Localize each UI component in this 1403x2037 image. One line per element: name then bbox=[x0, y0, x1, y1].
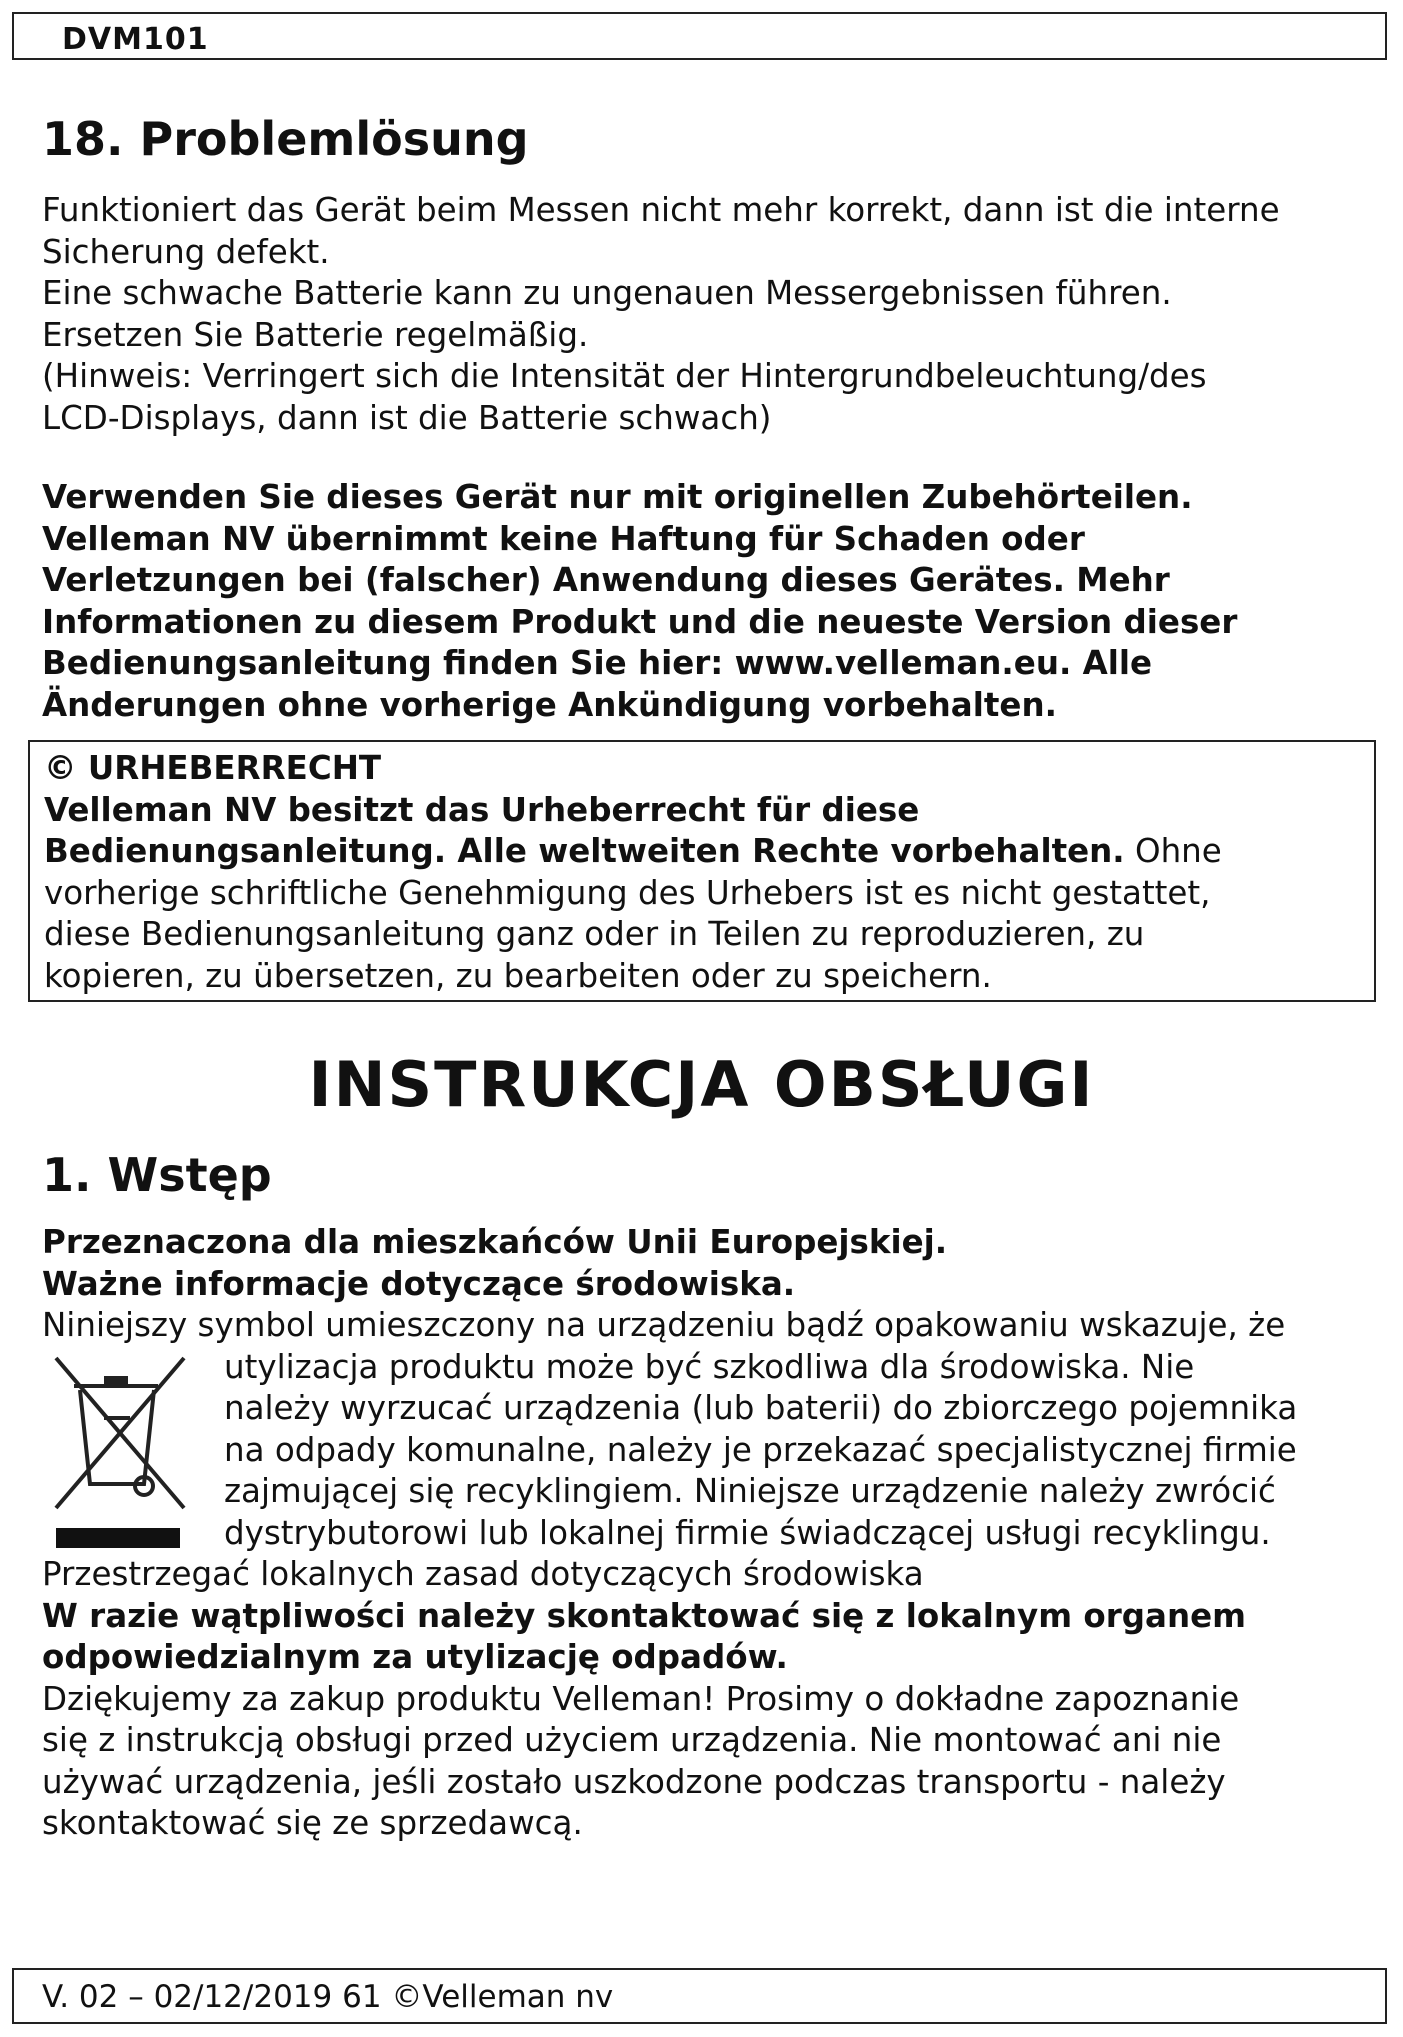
footer-text: V. 02 – 02/12/2019 61 ©Velleman nv bbox=[42, 1979, 614, 2015]
notice-line: Verwenden Sie dieses Gerät nur mit originellen Zubehörteilen. bbox=[42, 478, 1193, 516]
indented-line: zajmującej się recyklingiem. Niniejsze urządzenie należy zwrócić bbox=[224, 1472, 1276, 1510]
body-line: Eine schwache Batterie kann zu ungenauen Messergebnissen führen. bbox=[42, 274, 1172, 312]
thanks-line: Dziękujemy za zakup produktu Velleman! Prosimy o dokładne zapoznanie bbox=[42, 1679, 1240, 1718]
page-footer bbox=[12, 1968, 1387, 2024]
copyright-line: vorherige schriftliche Genehmigung des Urhebers ist es nicht gestattet, bbox=[44, 873, 1211, 912]
body-line: LCD-Displays, dann ist die Batterie schwach) bbox=[42, 398, 772, 437]
notice-line: Bedienungsanleitung finden Sie hier: www.velleman.eu. Alle bbox=[42, 644, 1153, 682]
body-line: Funktioniert das Gerät beim Messen nicht mehr korrekt, dann ist die interne bbox=[42, 191, 1280, 229]
body-line: (Hinweis: Verringert sich die Intensität der Hintergrundbeleuchtung/des bbox=[42, 357, 1207, 395]
copyright-bold-line: Velleman NV besitzt das Urheberrecht für diese bbox=[44, 790, 920, 829]
notice-line: Velleman NV übernimmt keine Haftung für Schaden oder bbox=[42, 519, 1085, 558]
section-1-title: 1. Wstęp bbox=[42, 1148, 272, 1202]
section-18-body bbox=[42, 190, 1362, 439]
copyright-line: diese Bedienungsanleitung ganz oder in Teilen zu reproduzieren, zu bbox=[44, 915, 1145, 953]
body-line: Sicherung defekt. bbox=[42, 232, 330, 271]
notice-line: Informationen zu diesem Produkt und die neueste Version dieser bbox=[42, 602, 1238, 641]
section-18-title: 18. Problemlösung bbox=[42, 112, 529, 166]
copyright-heading: © URHEBERRECHT bbox=[44, 749, 382, 787]
symbol-line: Niniejszy symbol umieszczony na urządzeniu bądź opakowaniu wskazuje, że bbox=[42, 1306, 1286, 1344]
section-1 bbox=[42, 1148, 1362, 1203]
intro-line: Ważne informacje dotyczące środowiska. bbox=[42, 1264, 796, 1303]
manual-title: INSTRUKCJA OBSŁUGI bbox=[308, 1048, 1095, 1121]
model-label: DVM101 bbox=[62, 22, 209, 57]
copyright-text: Ohne bbox=[1124, 832, 1222, 870]
thanks-line: używać urządzenia, jeśli zostało uszkodzone podczas transportu - należy bbox=[42, 1762, 1226, 1801]
notice-line: Änderungen ohne vorherige Ankündigung vorbehalten. bbox=[42, 685, 1057, 724]
thanks-line: się z instrukcją obsługi przed użyciem urządzenia. Nie montować ani nie bbox=[42, 1721, 1222, 1759]
intro-line: Przeznaczona dla mieszkańców Unii Europejskiej. bbox=[42, 1223, 948, 1261]
warning-line: W razie wątpliwości należy skontaktować się z lokalnym organem bbox=[42, 1596, 1247, 1635]
body-line: Ersetzen Sie Batterie regelmäßig. bbox=[42, 315, 589, 354]
notice-line: Verletzungen bei (falscher) Anwendung dieses Gerätes. Mehr bbox=[42, 561, 1170, 599]
copyright-bold-line: Bedienungsanleitung. Alle weltweiten Rechte vorbehalten. bbox=[44, 832, 1125, 870]
indented-line: dystrybutorowi lub lokalnej firmie świadczącej usługi recyklingu. bbox=[224, 1513, 1271, 1552]
page-header bbox=[12, 12, 1387, 60]
weee-bin-icon bbox=[46, 1348, 196, 1556]
indented-line: na odpady komunalne, należy je przekazać specjalistycznej firmie bbox=[224, 1430, 1297, 1469]
indented-line: utylizacja produktu może być szkodliwa dla środowiska. Nie bbox=[224, 1347, 1195, 1386]
indented-line: należy wyrzucać urządzenia (lub baterii) do zbiorczego pojemnika bbox=[224, 1389, 1298, 1427]
section-18-notice bbox=[42, 477, 1362, 726]
copyright-mixed-line bbox=[44, 831, 1360, 873]
section-18 bbox=[42, 112, 1362, 167]
warning-line: odpowiedzialnym za utylizację odpadów. bbox=[42, 1638, 788, 1676]
thanks-line: skontaktować się ze sprzedawcą. bbox=[42, 1804, 583, 1842]
copyright-box bbox=[28, 740, 1376, 1002]
section-1-body bbox=[42, 1222, 1362, 1845]
env-line: Przestrzegać lokalnych zasad dotyczących środowiska bbox=[42, 1555, 924, 1593]
copyright-line: kopieren, zu übersetzen, zu bearbeiten oder zu speichern. bbox=[44, 956, 992, 995]
